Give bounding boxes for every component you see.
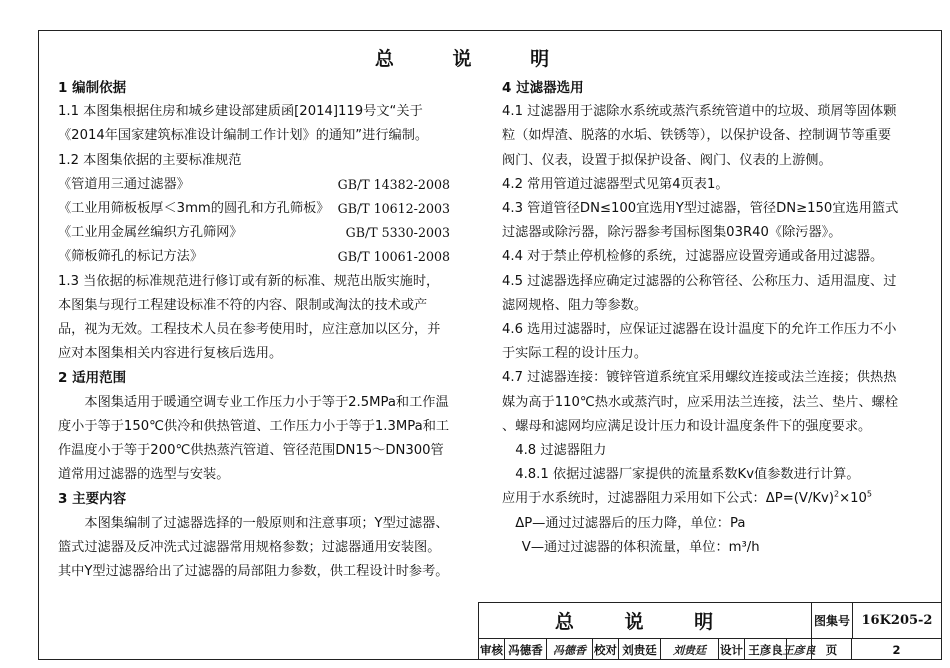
paragraph-4-8-1: 4.8.1 依据过滤器厂家提供的流量系数Kv值参数进行计算。 [515, 467, 860, 483]
standard-row [58, 197, 450, 221]
standard-row [58, 221, 450, 245]
title-block-title: 总 说 明 [479, 603, 812, 638]
review-name: 冯德香 [505, 639, 547, 660]
standard-row [58, 245, 450, 269]
design-signature: 王彦良 [787, 639, 812, 660]
atlas-number: 16K205-2 [861, 613, 933, 628]
design-name: 王彦良 [745, 639, 787, 660]
page-title: 总 说 明 [374, 48, 576, 70]
paragraph-4-4: 4.4 对于禁止停机检修的系统，过滤器应设置旁通或备用过滤器。 [502, 249, 884, 265]
paragraph-1-3: 1.3 当依据的标准规范进行修订或有新的标准、规范出版实施时，本图集与现行工程建设标准不符的内容、限制或淘汰的技术或产品，视为无效。工程技术人员在参考使用时，应注意加以区分，并应对本图集相关内容进行复核后选用。 [58, 273, 441, 362]
title-block-top-row [479, 603, 941, 639]
definition-delta-p: ΔP—通过过滤器后的压力降，单位：Pa [515, 515, 746, 531]
paragraph-3: 本图集编制了过滤器选择的一般原则和注意事项；Y型过滤器、篮式过滤器及反冲洗式过滤器常用规格参数；过滤器通用安装图。其中Y型过滤器给出了过滤器的局部阻力参数，供工程设计时参考。 [58, 515, 449, 580]
review-signature: 冯德香 [547, 639, 593, 660]
left-column [58, 76, 450, 584]
formula-prefix: 应用于水系统时，过滤器阻力采用如下公式：ΔP=(V/Kv) [502, 491, 834, 507]
review-label: 审核 [479, 639, 505, 660]
formula-line [502, 487, 902, 511]
atlas-number-label: 图集号 [812, 603, 853, 638]
formula-exponent-square: 2 [833, 490, 840, 500]
formula-exponent-five: 5 [866, 490, 873, 500]
paragraph-1-2-heading: 1.2 本图集依据的主要标准规范 [58, 152, 242, 168]
title-block [478, 602, 942, 660]
section-heading-4: 4 过滤器选用 [502, 80, 584, 96]
section-heading-1: 1 编制依据 [58, 80, 127, 96]
right-column [502, 76, 902, 560]
page-label: 页 [812, 639, 852, 660]
standard-code: GB/T 5330-2003 [345, 225, 450, 241]
paragraph-4-3: 4.3 管道管径DN≤100宜选用Y型过滤器，管径DN≥150宜选用篮式过滤器或除污器，除污器参考国标图集03R40《除污器》。 [502, 201, 899, 241]
standard-row [58, 173, 450, 197]
design-label: 设计 [719, 639, 745, 660]
paragraph-4-1: 4.1 过滤器用于滤除水系统或蒸汽系统管道中的垃圾、琐屑等固体颗粒（如焊渣、脱落的水垢、铁锈等），以保护设备、控制调节等重要阀门、仪表，设置于拟保护设备、阀门、仪表的上游侧。 [502, 104, 897, 168]
check-signature: 刘贵廷 [661, 639, 719, 660]
paragraph-4-5: 4.5 过滤器选择应确定过滤器的公称管径、公称压力、适用温度、过滤网规格、阻力等参数。 [502, 273, 897, 313]
standard-name: 《筛板筛孔的标记方法》 [58, 249, 204, 265]
paragraph-2: 本图集适用于暖通空调专业工作压力小于等于2.5MPa和工作温度小于等于150℃供冷和供热管道、工作压力小于等于1.3MPa和工作温度小于等于200℃供热蒸汽管道、管径范围DN15～DN300管道常用过滤器的选型与安装。 [58, 394, 450, 483]
standard-code: GB/T 10061-2008 [337, 249, 450, 265]
section-heading-3: 3 主要内容 [58, 491, 127, 508]
page-number: 2 [892, 642, 901, 657]
standard-code: GB/T 10612-2003 [337, 201, 450, 217]
paragraph-4-6: 4.6 选用过滤器时，应保证过滤器在设计温度下的允许工作压力不小于实际工程的设计压力。 [502, 322, 897, 362]
standard-code: GB/T 14382-2008 [337, 176, 450, 192]
paragraph-4-8: 4.8 过滤器阻力 [515, 443, 607, 459]
check-name: 刘贵廷 [619, 639, 661, 660]
check-label: 校对 [593, 639, 619, 660]
title-block-sign-row [479, 639, 941, 660]
paragraph-4-2: 4.2 常用管道过滤器型式见第4页表1。 [502, 176, 729, 192]
formula-multiplier: ×10 [839, 491, 867, 507]
paragraph-1-1: 1.1 本图集根据住房和城乡建设部建质函[2014]119号文“关于《2014年国家建筑标准设计编制工作计划》的通知”进行编制。 [58, 104, 429, 144]
definition-v: V—通过过滤器的体积流量，单位：m³/h [521, 539, 760, 555]
standard-name: 《工业用金属丝编织方孔筛网》 [58, 225, 243, 241]
standard-name: 《工业用筛板板厚＜3mm的圆孔和方孔筛板》 [58, 201, 330, 217]
paragraph-4-7: 4.7 过滤器连接：镀锌管道系统宜采用螺纹连接或法兰连接；供热热媒为高于110℃热水或蒸汽时，应采用法兰连接，法兰、垫片、螺栓 、螺母和滤网均应满足设计压力和设计温度条件下的强度要求。 [502, 370, 899, 434]
standard-name: 《管道用三通过滤器》 [58, 176, 190, 192]
section-heading-2: 2 适用范围 [58, 370, 127, 387]
